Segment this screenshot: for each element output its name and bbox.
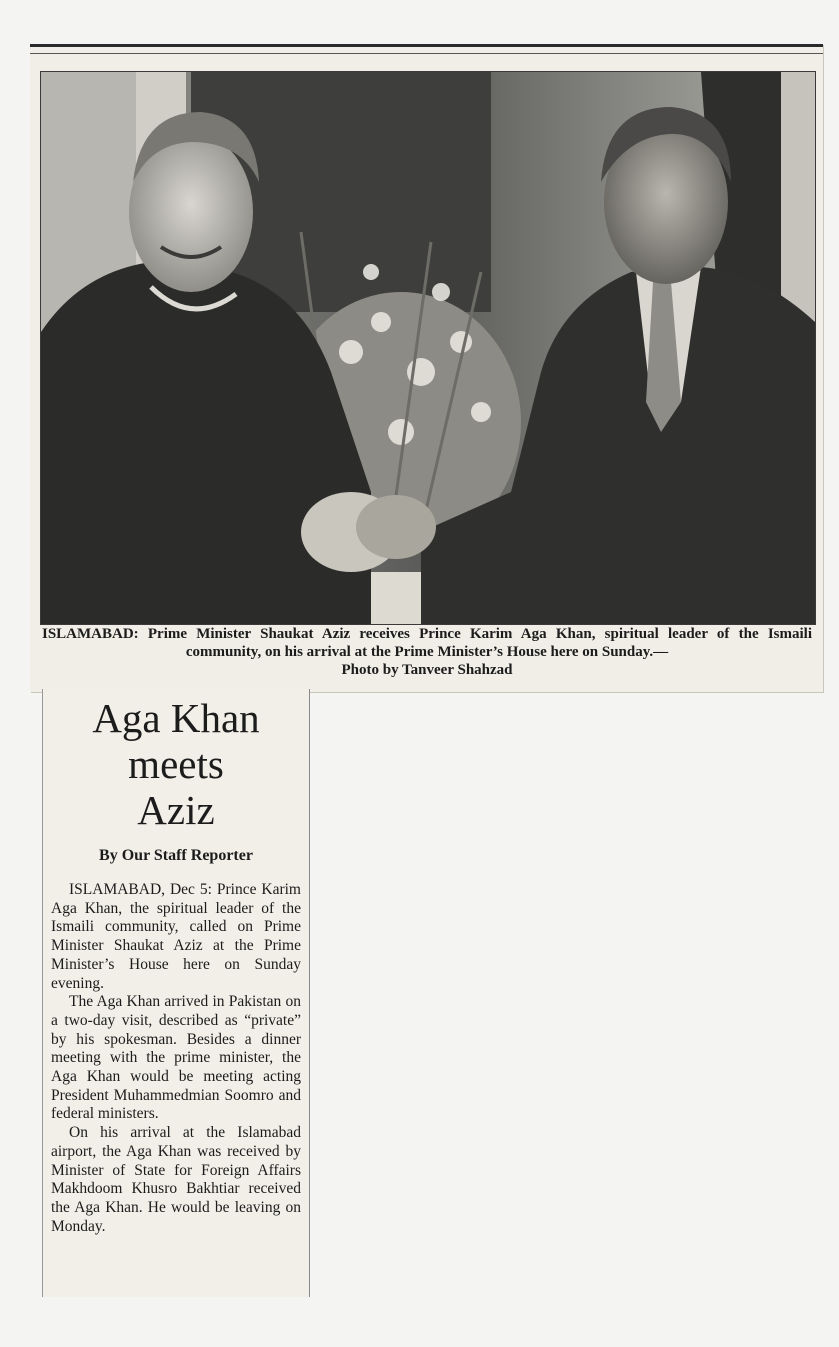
headline-line-3: Aziz (137, 787, 215, 833)
photo-clipping (30, 44, 823, 692)
byline: By Our Staff Reporter (99, 847, 253, 864)
article-clipping (42, 689, 310, 1297)
photo-credit: Photo by Tanveer Shahzad (341, 662, 513, 678)
paragraph-1: ISLAMABAD, Dec 5: Prince Karim Aga Khan, the spiritual leader of the Ismaili community, called on Prime Minister Shaukat Aziz at the Prime Minister’s House here on Sunday evening. (51, 881, 301, 992)
headline-line-1: Aga Khan (92, 695, 260, 741)
news-photo (40, 71, 816, 625)
paragraph-2: The Aga Khan arrived in Pakistan on a two-day visit, described as “private” by his spokesman. Besides a dinner meeting with the prime minister, the Aga Khan would be meeting acting President Muhammedmian Soomro and federal ministers. (51, 993, 301, 1123)
photo-image-icon (41, 72, 815, 624)
article-body (51, 881, 301, 1236)
caption-text: ISLAMABAD: Prime Minister Shaukat Aziz receives Prince Karim Aga Khan, spiritual leader of the Ismaili community, on his arrival at the Prime Minister’s House here on Sunday.— (42, 626, 812, 660)
photo-caption (42, 625, 812, 679)
headline (43, 695, 309, 833)
paragraph-3: On his arrival at the Islamabad airport, the Aga Khan was received by Minister of State for Foreign Affairs Makhdoom Khusro Bakhtiar received the Aga Khan. He would be leaving on Monday. (51, 1124, 301, 1235)
headline-line-2: meets (128, 741, 224, 787)
